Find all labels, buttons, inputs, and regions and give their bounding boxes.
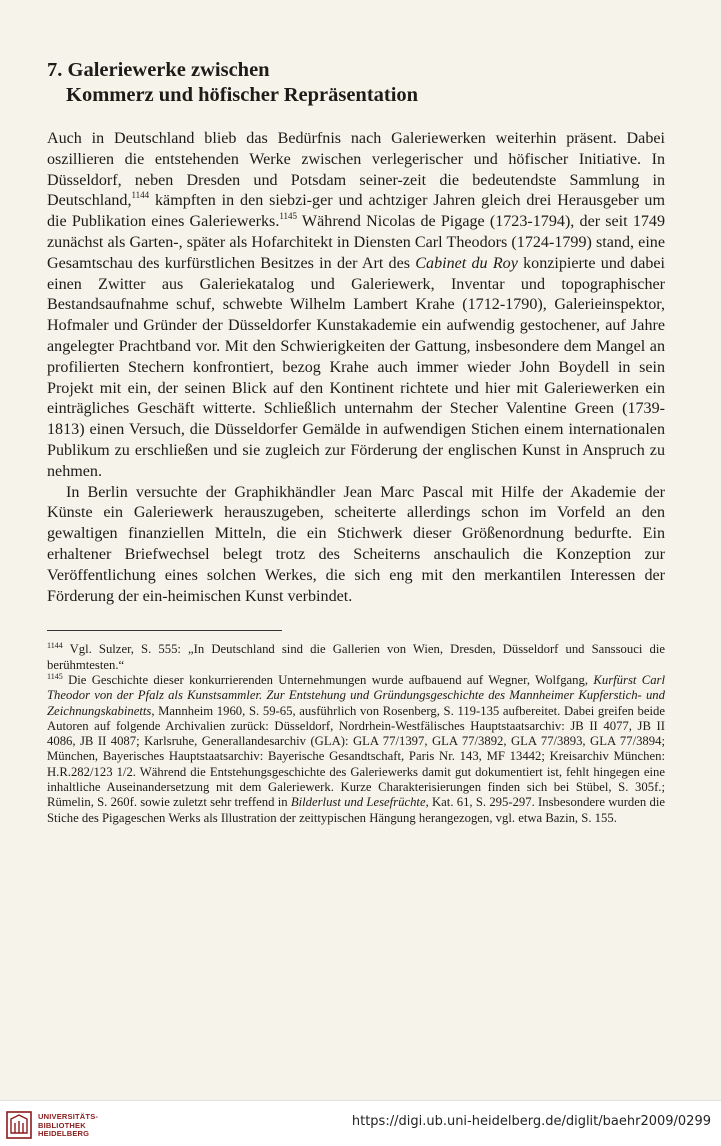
para1-text-c: Während Nicolas de Pigage (1723-1794), der seit 1749 zunächst als Garten-, später als Hofarchitekt in Diensten Carl Theodors (1724-1799) stand, eine Gesamtschau des kurfürstlichen Besitzes in der Art des bbox=[47, 213, 666, 272]
permalink-url[interactable]: https://digi.ub.uni-heidelberg.de/diglit/baehr2009/0299 bbox=[351, 1114, 711, 1129]
footnotes bbox=[47, 642, 665, 826]
footnote-ref-1144: 1144 bbox=[131, 190, 150, 201]
para1-text-d: konzipierte und dabei einen Zwitter aus Galeriekatalog und Galeriewerk, Inventar und topographischer Bestandsaufnahme schuf, schwebte Wilhelm Lambert Krahe (1712-1790), Galerieinspektor, Hofmaler und Gründer der Düsseldorfer Kunstakademie ein aufwendig gestochener, auf Jahre angelegter Prachtband vor. Mit den Schwierigkeiten der Gattung, insbesondere dem Mangel an profilierten Stechern konfrontiert, bezog Krahe auch immer wieder John Boydell in sein Projekt mit ein, der seinen Blick auf den Kontinent richtete und hier mit Galeriewerken ein einträgliches Geschäft witterte. Schließlich unternahm der Stecher Valentine Green (1739-1813) einen Versuch, die Düsseldorfer Gemälde in aufwendigen Stichen einem internationalen Publikum zu erschließen und sie zugleich zur Förderung der englischen Kunst in Anspruch zu nehmen. bbox=[47, 254, 666, 480]
para1-text-b: kämpften in den siebzi-ger und achtziger Jahren gleich drei Herausgeber um die Publikation eines Galeriewerks. bbox=[47, 192, 665, 231]
para1-italic-title: Cabinet du Roy bbox=[415, 254, 518, 272]
footnote-italic-title-1: Kurfürst Carl Theodor von der Pfalz als Kunstsammler. Zur Entstehung und Gründungsgeschichte des Mannheimer Kupferstich- und Zeichnungskabinetts bbox=[47, 672, 666, 718]
footnote-text-c: , Kat. 61, S. 295-297. Insbesondere wurden die Stiche des Pigageschen Werks als Illustration der zeittypischen Hängung herangezogen, vgl. etwa Bazin, S. 155. bbox=[47, 795, 665, 825]
footnote-divider bbox=[47, 630, 282, 631]
footnote-italic-title-2: Bilderlust und Lesefrüchte bbox=[290, 795, 426, 810]
logo-line-2: BIBLIOTHEK bbox=[38, 1120, 86, 1130]
heading-line-1: 7. Galeriewerke zwischen bbox=[47, 59, 270, 81]
footnote-text-b: , Mannheim 1960, S. 59-65, ausführlich von Rosenberg, S. 119-135 aufbereitet. Dabei greifen beide Autoren auf folgende Archivalien zurück: Düsseldorf, Nordrhein-Westfälisches Hauptstaatsarchiv: JB II 4077, JB II 4086, JB II 4087; Karlsruhe, Generallandesarchiv (GLA): GLA 77/1397, GLA 77/3892, GLA 77/3893, GLA 77/3894; München, Bayerisches Hauptstaatsarchiv: Bayerische Gesandtschaft, Paris Nr. 143, MF 13442; Kreisarchiv München: H.R.282/123 1/2. Während die Entstehungsgeschichte des Galeriewerks damit gut dokumentiert ist, fehlt hingegen eine inhaltliche Auseinandersetzung mit dem Galeriewerk. Kurze Charakterisierungen finden sich bei Stübel, S. 305f.; Rümelin, S. 260f. sowie zuletzt sehr treffend in bbox=[47, 703, 665, 810]
para1-text-a: Auch in Deutschland blieb das Bedürfnis nach Galeriewerken weiterhin präsent. Dabei oszillieren die entstehenden Werke zwischen verlegerischer und höfischer Initiative. In Düsseldorf, neben Dresden und Potsdam seiner-zeit die bedeutendste Sammlung in Deutschland, bbox=[47, 130, 665, 210]
logo-line-3: HEIDELBERG bbox=[38, 1129, 90, 1138]
library-logo[interactable] bbox=[6, 1111, 126, 1141]
library-seal-icon bbox=[6, 1111, 32, 1139]
page-content bbox=[47, 58, 665, 826]
logo-line-1: UNIVERSITÄTS- bbox=[38, 1112, 99, 1121]
heading-line-2: Kommerz und höfischer Repräsentation bbox=[66, 84, 419, 106]
footnote-number: 1144 bbox=[47, 641, 63, 651]
footnote-ref-1145: 1145 bbox=[279, 211, 298, 222]
footnote-1144 bbox=[47, 642, 665, 673]
paragraph-2: In Berlin versuchte der Graphikhändler Jean Marc Pascal mit Hilfe der Akademie der Künste ein Galeriewerk herauszugeben, scheiterte allerdings schon im Vorfeld an den gewaltigen finanziellen Mitteln, die ein Stichwerk dieser Größenordnung bedurfte. Ein erhaltener Briefwechsel belegt trotz des Scheiterns anschaulich die Konzeption zur Veröffentlichung eines solchen Werkes, die sich eng mit den merkantilen Interessen der Förderung der ein-heimischen Kunst verbindet. bbox=[47, 483, 665, 605]
footnote-text-a: Die Geschichte dieser konkurrierenden Unternehmungen wurde aufbauend auf Wegner, Wolfgang, bbox=[68, 672, 594, 687]
footnote-1145 bbox=[47, 673, 665, 826]
viewer-footer bbox=[0, 1100, 721, 1146]
footnote-text: Vgl. Sulzer, S. 555: „In Deutschland sind die Gallerien von Wien, Dresden, Düsseldorf und Sanssouci die berühmtesten.“ bbox=[47, 642, 665, 672]
footnote-number: 1145 bbox=[47, 671, 63, 681]
library-name bbox=[38, 1113, 98, 1139]
body-text bbox=[47, 129, 665, 607]
chapter-heading bbox=[47, 58, 665, 108]
paragraph-1 bbox=[47, 129, 665, 483]
